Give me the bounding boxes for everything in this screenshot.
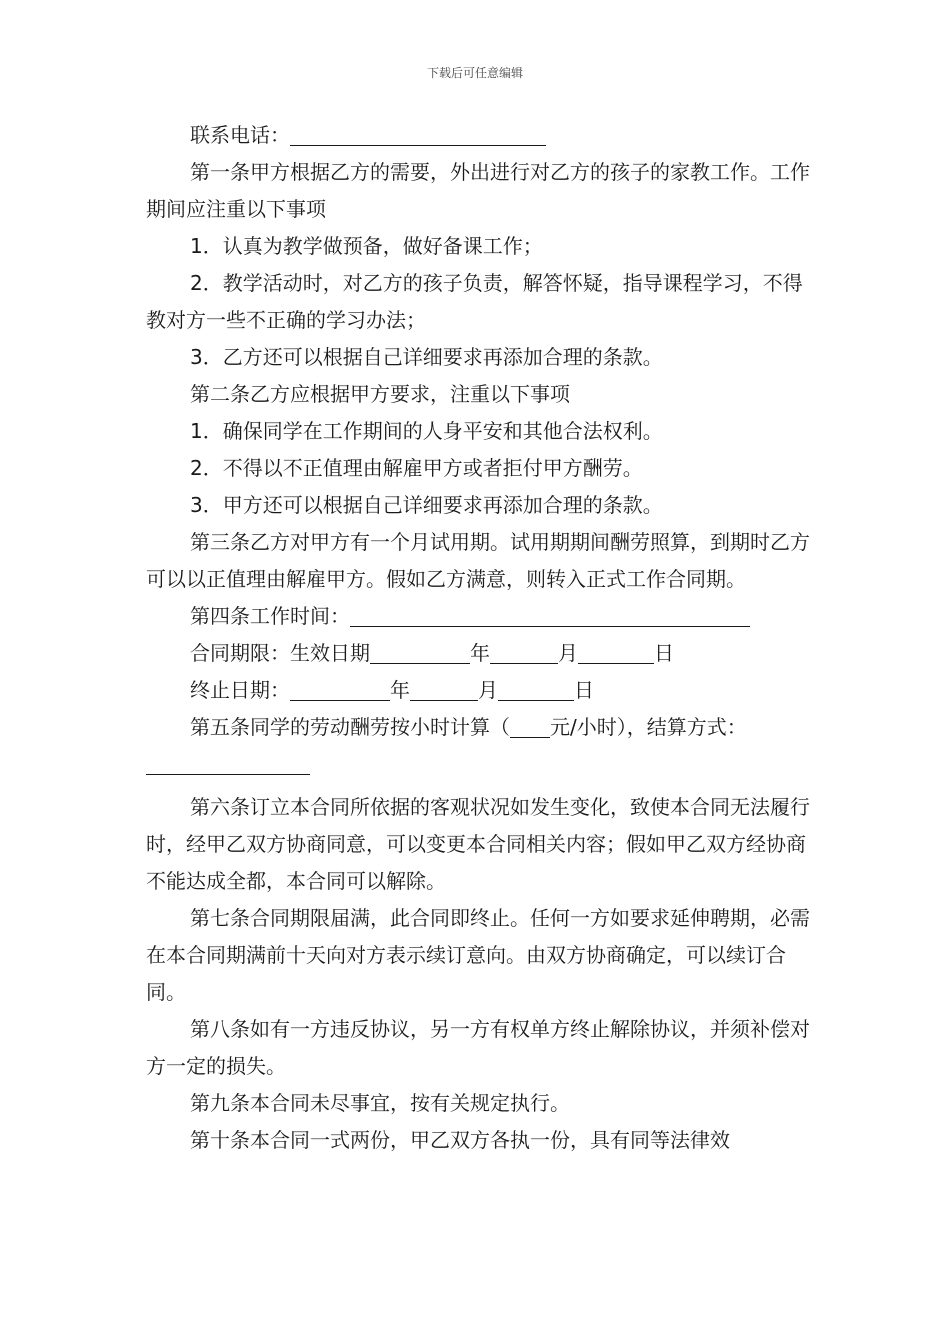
article-2: 第二条乙方应根据甲方要求，注重以下事项 [190, 382, 570, 406]
settlement-blank [146, 750, 310, 775]
article-3: 第三条乙方对甲方有一个月试用期。试用期期间酬劳照算，到期时乙方可以以正值理由解雇甲方。假如乙方满意，则转入正式工作合同期。 [146, 530, 810, 591]
end-line [146, 672, 816, 709]
end-day-blank [498, 676, 574, 701]
day-label: 日 [654, 641, 674, 665]
end-label: 终止日期： [190, 678, 290, 702]
article-9: 第九条本合同未尽事宜，按有关规定执行。 [190, 1091, 570, 1115]
article-1-item-3: 3．乙方还可以根据自己详细要求再添加合理的条款。 [190, 345, 663, 369]
article-1: 第一条甲方根据乙方的需要，外出进行对乙方的孩子的家教工作。工作期间应注重以下事项 [146, 160, 810, 221]
article-8: 第八条如有一方违反协议，另一方有权单方终止解除协议，并须补偿对方一定的损失。 [146, 1017, 810, 1078]
header-note: 下载后可任意编辑 [426, 66, 523, 80]
month-label: 月 [558, 641, 578, 665]
month-label: 月 [478, 678, 498, 702]
article-2-item-3: 3．甲方还可以根据自己详细要求再添加合理的条款。 [190, 493, 663, 517]
article-2-item-2: 2．不得以不正值理由解雇甲方或者拒付甲方酬劳。 [190, 456, 643, 480]
article-1-item-1: 1．认真为教学做预备，做好备课工作； [190, 234, 543, 258]
article-5 [146, 709, 816, 746]
phone-blank [290, 121, 546, 146]
term-label: 合同期限：生效日期 [190, 641, 370, 665]
pay-rate-label: 第五条同学的劳动酬劳按小时计算（ [190, 715, 510, 739]
day-label: 日 [574, 678, 594, 702]
settlement-label: 元/小时），结算方式： [550, 715, 747, 739]
pay-rate-blank [510, 713, 550, 738]
phone-label: 联系电话： [190, 123, 290, 147]
phone-line [146, 117, 816, 154]
article-2-item-1: 1．确保同学在工作期间的人身平安和其他合法权利。 [190, 419, 663, 443]
year-label: 年 [470, 641, 490, 665]
start-month-blank [490, 639, 558, 664]
year-label: 年 [390, 678, 410, 702]
end-month-blank [410, 676, 478, 701]
start-day-blank [578, 639, 654, 664]
start-year-blank [370, 639, 470, 664]
article-7: 第七条合同期限届满，此合同即终止。任何一方如要求延伸聘期，必需在本合同期满前十天向对方表示续订意向。由双方协商确定，可以续订合同。 [146, 906, 810, 1004]
work-time-label: 第四条工作时间： [190, 604, 350, 628]
contract-body [146, 117, 816, 1159]
article-4-line [146, 598, 816, 635]
settlement-line [146, 746, 816, 783]
term-line [146, 635, 816, 672]
article-6: 第六条订立本合同所依据的客观状况如发生变化，致使本合同无法履行时，经甲乙双方协商同意，可以变更本合同相关内容；假如甲乙双方经协商不能达成全都，本合同可以解除。 [146, 795, 810, 893]
work-time-blank [350, 602, 750, 627]
article-1-item-2: 2．教学活动时，对乙方的孩子负责，解答怀疑，指导课程学习，不得教对方一些不正确的学习办法； [146, 271, 803, 332]
end-year-blank [290, 676, 390, 701]
article-10: 第十条本合同一式两份，甲乙双方各执一份，具有同等法律效 [190, 1128, 730, 1152]
